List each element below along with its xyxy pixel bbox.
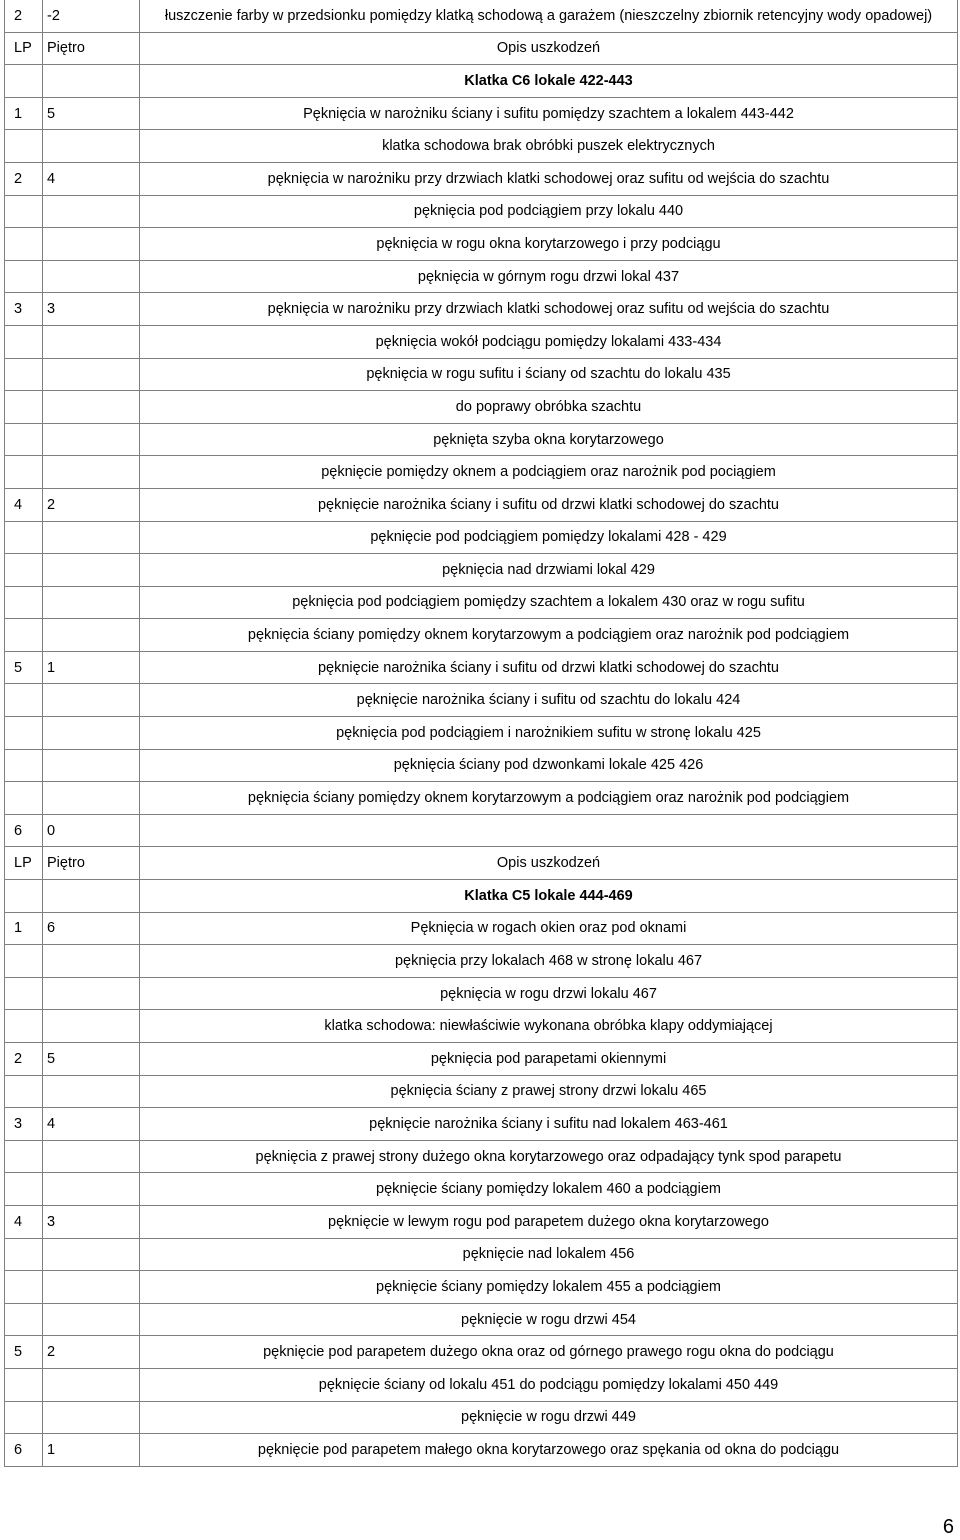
lp-cell (5, 684, 43, 717)
table-row (5, 456, 958, 489)
pietro-cell (43, 586, 140, 619)
pietro-cell (43, 619, 140, 652)
table-row (5, 684, 958, 717)
pietro-cell (43, 65, 140, 98)
lp-cell (5, 130, 43, 163)
pietro-cell (43, 1075, 140, 1108)
lp-cell: 3 (5, 1108, 43, 1141)
pietro-cell (43, 749, 140, 782)
opis-cell: pęknięcia w narożniku przy drzwiach klatki schodowej oraz sufitu od wejścia do szachtu (140, 293, 958, 326)
pietro-cell: -2 (43, 0, 140, 32)
pietro-cell (43, 717, 140, 750)
lp-cell (5, 1173, 43, 1206)
pietro-cell: 0 (43, 814, 140, 847)
pietro-cell (43, 684, 140, 717)
header-opis: Opis uszkodzeń (140, 847, 958, 880)
table-row (5, 782, 958, 815)
opis-cell: klatka schodowa: niewłaściwie wykonana obróbka klapy oddymiającej (140, 1010, 958, 1043)
lp-cell: 5 (5, 651, 43, 684)
opis-cell: pęknięcie nad lokalem 456 (140, 1238, 958, 1271)
pietro-cell (43, 1368, 140, 1401)
table-row (5, 1205, 958, 1238)
lp-cell (5, 1075, 43, 1108)
table-row (5, 1173, 958, 1206)
pietro-cell (43, 1303, 140, 1336)
lp-cell: 4 (5, 488, 43, 521)
opis-cell: pęknięcia pod podciągiem pomiędzy szachtem a lokalem 430 oraz w rogu sufitu (140, 586, 958, 619)
opis-cell: pęknięcia przy lokalach 468 w stronę lokalu 467 (140, 945, 958, 978)
opis-cell: pęknięcia w górnym rogu drzwi lokal 437 (140, 260, 958, 293)
table-row (5, 1303, 958, 1336)
lp-cell (5, 456, 43, 489)
table-row (5, 358, 958, 391)
pietro-cell (43, 554, 140, 587)
header-opis: Opis uszkodzeń (140, 32, 958, 65)
lp-cell: 1 (5, 97, 43, 130)
lp-cell (5, 586, 43, 619)
table-row (5, 1271, 958, 1304)
pietro-cell: 1 (43, 1434, 140, 1467)
lp-cell: 1 (5, 912, 43, 945)
opis-cell: pęknięcie narożnika ściany i sufitu od drzwi klatki schodowej do szachtu (140, 488, 958, 521)
table-row (5, 945, 958, 978)
column-header-row (5, 32, 958, 65)
lp-cell (5, 1303, 43, 1336)
table-row (5, 1075, 958, 1108)
table-row (5, 651, 958, 684)
opis-cell: pęknięcia w rogu drzwi lokalu 467 (140, 977, 958, 1010)
lp-cell (5, 619, 43, 652)
pietro-cell: 2 (43, 1336, 140, 1369)
lp-cell (5, 782, 43, 815)
pietro-cell (43, 1238, 140, 1271)
opis-cell: pęknięcia w rogu okna korytarzowego i przy podciągu (140, 228, 958, 261)
lp-cell (5, 391, 43, 424)
page-number: 6 (942, 1516, 954, 1538)
pietro-cell: 1 (43, 651, 140, 684)
table-row (5, 717, 958, 750)
pietro-cell: 6 (43, 912, 140, 945)
pietro-cell (43, 228, 140, 261)
section-title: Klatka C5 lokale 444-469 (140, 880, 958, 913)
table-row (5, 1336, 958, 1369)
table-row (5, 228, 958, 261)
header-pietro: Piętro (43, 32, 140, 65)
lp-cell: 2 (5, 0, 43, 32)
opis-cell: łuszczenie farby w przedsionku pomiędzy klatką schodową a garażem (nieszczelny zbiornik retencyjny wody opadowej) (140, 0, 958, 32)
pietro-cell (43, 325, 140, 358)
opis-cell: do poprawy obróbka szachtu (140, 391, 958, 424)
pietro-cell (43, 1271, 140, 1304)
section-title: Klatka C6 lokale 422-443 (140, 65, 958, 98)
opis-cell: pęknięcia w rogu sufitu i ściany od szachtu do lokalu 435 (140, 358, 958, 391)
pietro-cell: 4 (43, 162, 140, 195)
pietro-cell (43, 358, 140, 391)
table-row (5, 1238, 958, 1271)
pietro-cell (43, 130, 140, 163)
lp-cell (5, 358, 43, 391)
opis-cell: pęknięcie w lewym rogu pod parapetem dużego okna korytarzowego (140, 1205, 958, 1238)
pietro-cell: 2 (43, 488, 140, 521)
lp-cell: 2 (5, 162, 43, 195)
header-pietro: Piętro (43, 847, 140, 880)
lp-cell (5, 195, 43, 228)
table-row (5, 977, 958, 1010)
lp-cell: 2 (5, 1043, 43, 1076)
opis-cell: pęknięta szyba okna korytarzowego (140, 423, 958, 456)
table-row (5, 1434, 958, 1467)
opis-cell (140, 814, 958, 847)
pietro-cell (43, 1010, 140, 1043)
header-lp: LP (5, 847, 43, 880)
lp-cell (5, 65, 43, 98)
opis-cell: Pęknięcia w rogach okien oraz pod oknami (140, 912, 958, 945)
table-row (5, 1140, 958, 1173)
lp-cell: 4 (5, 1205, 43, 1238)
lp-cell (5, 228, 43, 261)
opis-cell: pęknięcia ściany pomiędzy oknem korytarzowym a podciągiem oraz narożnik pod podciągiem (140, 782, 958, 815)
table-row (5, 130, 958, 163)
table-row (5, 325, 958, 358)
opis-cell: pęknięcia pod podciągiem i narożnikiem sufitu w stronę lokalu 425 (140, 717, 958, 750)
opis-cell: pęknięcia w narożniku przy drzwiach klatki schodowej oraz sufitu od wejścia do szachtu (140, 162, 958, 195)
table-row (5, 1368, 958, 1401)
opis-cell: pęknięcie w rogu drzwi 454 (140, 1303, 958, 1336)
table-row (5, 488, 958, 521)
lp-cell (5, 977, 43, 1010)
table-row (5, 1108, 958, 1141)
opis-cell: pęknięcia pod parapetami okiennymi (140, 1043, 958, 1076)
lp-cell (5, 554, 43, 587)
lp-cell (5, 1271, 43, 1304)
table-row (5, 0, 958, 32)
pietro-cell (43, 391, 140, 424)
table-row (5, 162, 958, 195)
table-row (5, 521, 958, 554)
table-row (5, 97, 958, 130)
lp-cell (5, 521, 43, 554)
pietro-cell (43, 521, 140, 554)
damage-report-table (4, 0, 958, 1467)
pietro-cell (43, 195, 140, 228)
lp-cell (5, 717, 43, 750)
pietro-cell: 3 (43, 1205, 140, 1238)
pietro-cell: 5 (43, 97, 140, 130)
table-row (5, 814, 958, 847)
opis-cell: Pęknięcia w narożniku ściany i sufitu pomiędzy szachtem a lokalem 443-442 (140, 97, 958, 130)
lp-cell: 5 (5, 1336, 43, 1369)
pietro-cell (43, 977, 140, 1010)
opis-cell: pęknięcia ściany pomiędzy oknem korytarzowym a podciągiem oraz narożnik pod podciągiem (140, 619, 958, 652)
table-row (5, 1043, 958, 1076)
opis-cell: pęknięcie ściany od lokalu 451 do podciągu pomiędzy lokalami 450 449 (140, 1368, 958, 1401)
lp-cell (5, 1010, 43, 1043)
lp-cell: 6 (5, 1434, 43, 1467)
opis-cell: pęknięcie pod parapetem małego okna korytarzowego oraz spękania od okna do podciągu (140, 1434, 958, 1467)
lp-cell (5, 1238, 43, 1271)
lp-cell (5, 880, 43, 913)
opis-cell: pęknięcia ściany pod dzwonkami lokale 425 426 (140, 749, 958, 782)
header-lp: LP (5, 32, 43, 65)
pietro-cell (43, 782, 140, 815)
opis-cell: pęknięcie ściany pomiędzy lokalem 455 a podciągiem (140, 1271, 958, 1304)
opis-cell: pęknięcie narożnika ściany i sufitu nad lokalem 463-461 (140, 1108, 958, 1141)
pietro-cell (43, 1401, 140, 1434)
opis-cell: pęknięcia pod podciągiem przy lokalu 440 (140, 195, 958, 228)
table-row (5, 554, 958, 587)
lp-cell (5, 749, 43, 782)
table-row (5, 260, 958, 293)
lp-cell: 3 (5, 293, 43, 326)
column-header-row (5, 847, 958, 880)
pietro-cell (43, 260, 140, 293)
pietro-cell (43, 1173, 140, 1206)
table-row (5, 586, 958, 619)
opis-cell: pęknięcia ściany z prawej strony drzwi lokalu 465 (140, 1075, 958, 1108)
section-row (5, 880, 958, 913)
pietro-cell (43, 880, 140, 913)
lp-cell (5, 1401, 43, 1434)
opis-cell: pęknięcie pod podciągiem pomiędzy lokalami 428 - 429 (140, 521, 958, 554)
opis-cell: pęknięcie narożnika ściany i sufitu od szachtu do lokalu 424 (140, 684, 958, 717)
table-row (5, 1010, 958, 1043)
opis-cell: pęknięcie pomiędzy oknem a podciągiem oraz narożnik pod pociągiem (140, 456, 958, 489)
opis-cell: pęknięcie narożnika ściany i sufitu od drzwi klatki schodowej do szachtu (140, 651, 958, 684)
pietro-cell: 3 (43, 293, 140, 326)
pietro-cell (43, 456, 140, 489)
opis-cell: pęknięcia wokół podciągu pomiędzy lokalami 433-434 (140, 325, 958, 358)
lp-cell (5, 260, 43, 293)
table-row (5, 423, 958, 456)
pietro-cell: 4 (43, 1108, 140, 1141)
pietro-cell: 5 (43, 1043, 140, 1076)
pietro-cell (43, 423, 140, 456)
lp-cell (5, 325, 43, 358)
opis-cell: pęknięcie ściany pomiędzy lokalem 460 a podciągiem (140, 1173, 958, 1206)
opis-cell: pęknięcie pod parapetem dużego okna oraz od górnego prawego rogu okna do podciągu (140, 1336, 958, 1369)
table-row (5, 195, 958, 228)
table-body (5, 0, 958, 1466)
lp-cell: 6 (5, 814, 43, 847)
table-row (5, 749, 958, 782)
section-row (5, 65, 958, 98)
table-row (5, 293, 958, 326)
table-row (5, 391, 958, 424)
opis-cell: pęknięcie w rogu drzwi 449 (140, 1401, 958, 1434)
lp-cell (5, 423, 43, 456)
opis-cell: klatka schodowa brak obróbki puszek elektrycznych (140, 130, 958, 163)
lp-cell (5, 945, 43, 978)
table-row (5, 1401, 958, 1434)
table-row (5, 912, 958, 945)
lp-cell (5, 1140, 43, 1173)
opis-cell: pęknięcia nad drzwiami lokal 429 (140, 554, 958, 587)
opis-cell: pęknięcia z prawej strony dużego okna korytarzowego oraz odpadający tynk spod parapetu (140, 1140, 958, 1173)
lp-cell (5, 1368, 43, 1401)
table-row (5, 619, 958, 652)
pietro-cell (43, 945, 140, 978)
pietro-cell (43, 1140, 140, 1173)
